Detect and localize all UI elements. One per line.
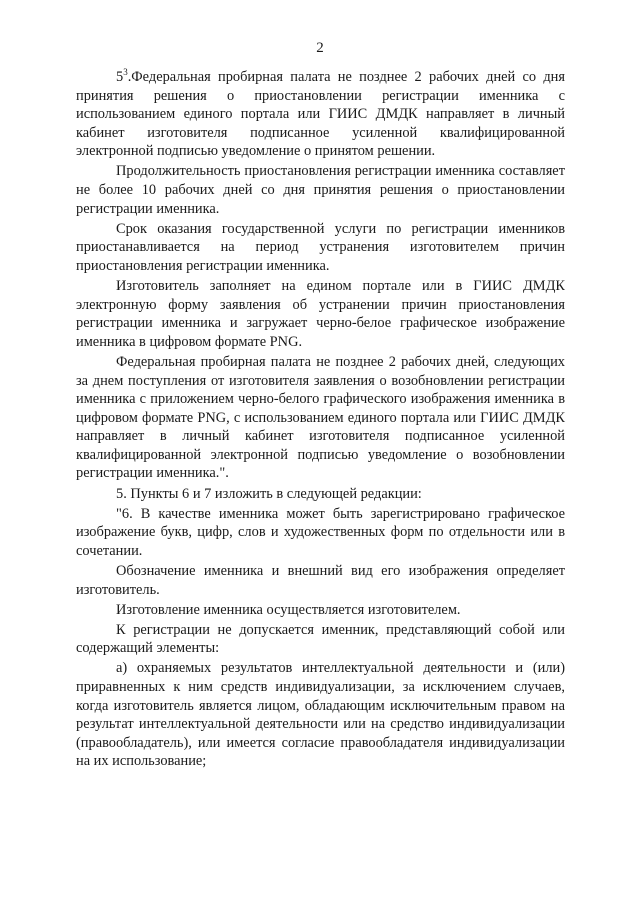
- paragraph: 5. Пункты 6 и 7 изложить в следующей редакции:: [116, 485, 422, 502]
- page-number: 2: [316, 40, 324, 56]
- paragraph-text: .Федеральная пробирная палата не позднее 2 рабочих дней со дня принятия решения о приостановлении регистрации именника с использованием единого портала или ГИИС ДМДК направляет в личный кабинет изготовителя подписанное усиленной квалифицированной электронной подписью уведомление о принятом решении.: [76, 69, 565, 160]
- paragraph: Федеральная пробирная палата не позднее 2 рабочих дней, следующих за днем поступления от изготовителя заявления о возобновлении регистрации именника с приложением черно-белого графического изображения именника в цифровом формате PNG, с использованием единого портала или ГИИС ДМДК направляет в личный кабинет изготовителя подписанное усиленной квалифицированной электронной подписью уведомление о возобновлении регистрации именника.".: [76, 353, 565, 482]
- paragraph: [76, 68, 565, 161]
- paragraph: Обозначение именника и внешний вид его изображения определяет изготовитель.: [76, 562, 565, 598]
- document-body: [76, 68, 565, 772]
- paragraph: Продолжительность приостановления регистрации именника составляет не более 10 рабочих дней со дня принятия решения о приостановлении регистрации именника.: [76, 163, 565, 217]
- paragraph: а) охраняемых результатов интеллектуальной деятельности и (или) приравненных к ним средств индивидуализации, за исключением случаев, когда изготовитель является лицом, обладающим исключительным правом на результат интеллектуальной деятельности или на средство индивидуализации (правообладатель), или имеется согласие правообладателя индивидуализации на их использование;: [76, 660, 565, 770]
- paragraph-number: 5: [116, 69, 124, 85]
- paragraph: Изготовитель заполняет на едином портале или в ГИИС ДМДК электронную форму заявления об устранении причин приостановления регистрации именника и загружает черно-белое графическое изображение именника в цифровом формате PNG.: [76, 278, 565, 350]
- paragraph: К регистрации не допускается именник, представляющий собой или содержащий элементы:: [76, 621, 565, 657]
- paragraph: "6. В качестве именника может быть зарегистрировано графическое изображение букв, цифр, слов и художественных форм по отдельности или в сочетании.: [76, 505, 565, 559]
- paragraph-superscript: 3: [123, 67, 128, 78]
- paragraph: Срок оказания государственной услуги по регистрации именников приостанавливается на период устранения изготовителем причин приостановления регистрации именника.: [76, 220, 565, 274]
- paragraph: Изготовление именника осуществляется изготовителем.: [116, 601, 461, 618]
